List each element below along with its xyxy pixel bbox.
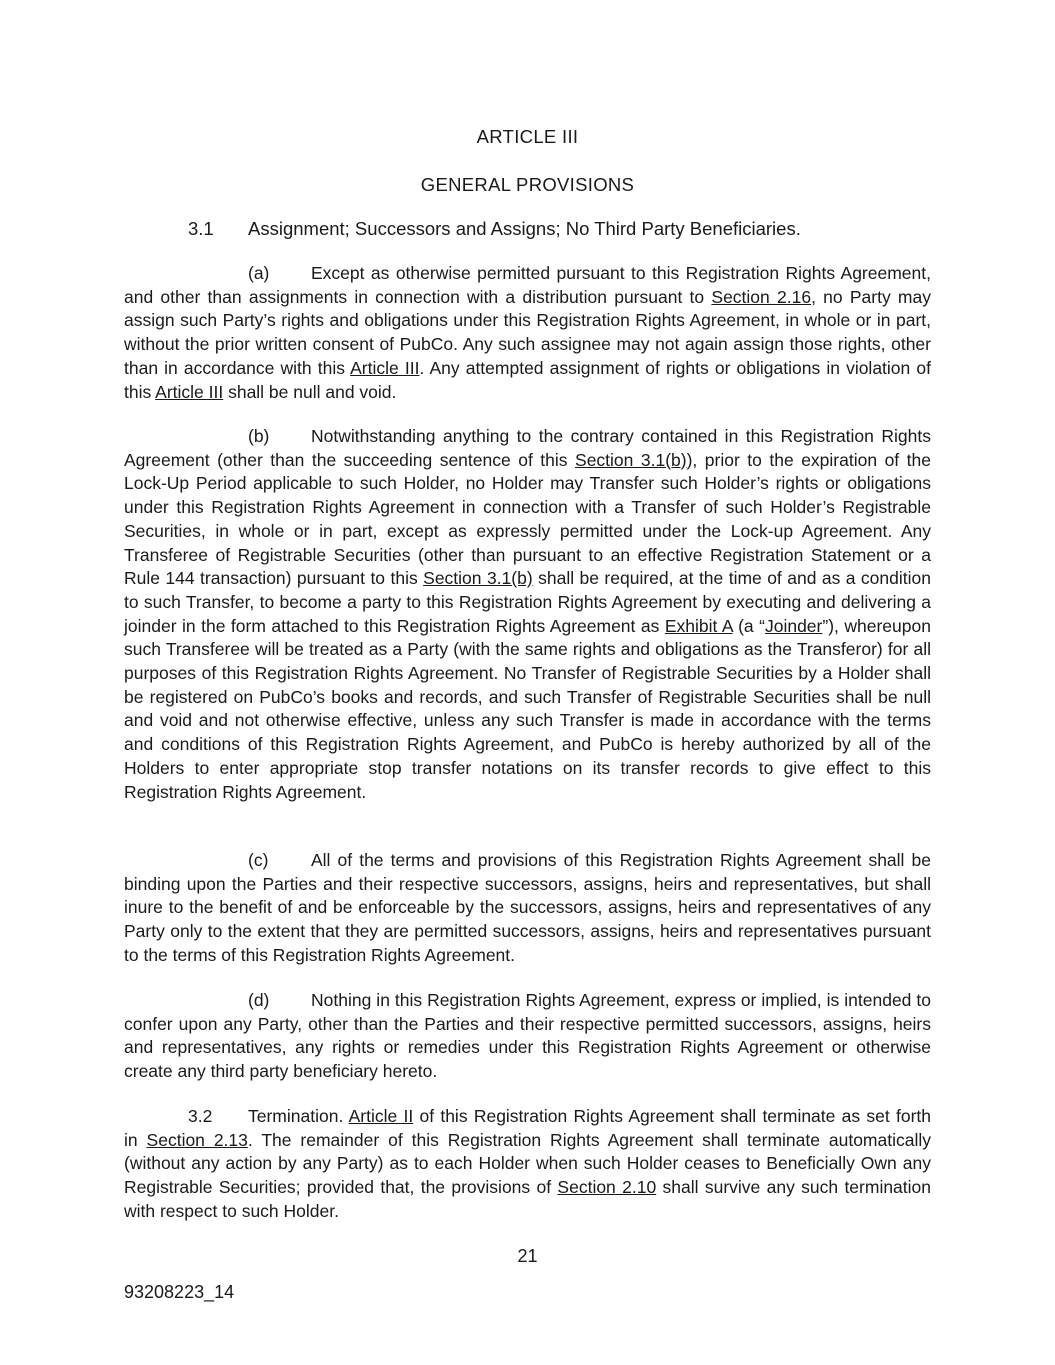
paragraph-b-text-5: ”), whereupon such Transferee will be treated as a Party (with the same rights and obligations as the Transferor) for all purposes of this Registration Rights Agreement. No Transfer of Registrable Securities by a Holder shall be registered on PubCo’s books and records, and such Transfer of Registrable Securities shall be null and void and not otherwise effective, unless any such Transfer is made in accordance with the terms and conditions of this Registration Rights Agreement, and PubCo is hereby authorized by all of the Holders to enter appropriate stop transfer notations on its transfer records to give effect to this Registration Rights Agreement. xyxy=(124,615,931,802)
section-3-2-text-3: shall survive any such termination with respect to such Holder. xyxy=(124,1177,932,1221)
article-iii-reference: Article III xyxy=(155,381,224,402)
section-3-2 xyxy=(124,1105,931,1224)
paragraph-c-label: (c) xyxy=(248,850,269,870)
paragraph-a-text-4: shall be null and void. xyxy=(223,381,397,402)
section-3-2-title: Termination. xyxy=(248,1106,344,1126)
paragraph-a xyxy=(124,262,931,404)
paragraph-b-text-4: (a “ xyxy=(732,615,765,636)
section-3-1-b-reference: Section 3.1(b) xyxy=(423,568,533,589)
section-3-1-b-reference: Section 3.1(b) xyxy=(575,449,687,470)
paragraph-a-text-1: Except as otherwise permitted pursuant to this Registration Rights Agreement, and other than assignments in connection with a distribution pursuant to xyxy=(124,263,931,307)
paragraph-b-text-1: Notwithstanding anything to the contrary contained in this Registration Rights Agreement (other than the succeeding sentence of this xyxy=(124,426,931,470)
paragraph-c-text: All of the terms and provisions of this Registration Rights Agreement shall be binding upon the Parties and their respective successors, assigns, heirs and representatives, but shall inure to the benefit of and be enforceable by the successors, assigns, heirs and representatives of any Party only to the extent that they are permitted successors, assigns, heirs and representatives pursuant to the terms of this Registration Rights Agreement. xyxy=(124,850,931,965)
paragraph-d xyxy=(124,989,931,1084)
exhibit-a-reference: Exhibit A xyxy=(664,615,733,636)
section-3-2-text-1: of this Registration Rights Agreement shall terminate as set forth in xyxy=(124,1106,931,1150)
paragraph-a-label: (a) xyxy=(248,263,270,283)
paragraph-b-text-2: ), prior to the expiration of the Lock-Up Period applicable to such Holder, no Holder may Transfer such Holder’s rights or obligations under this Registration Rights Agreement in connection with a Transfer of such Holder’s Registrable Securities, in whole or in part, except as expressly permitted under the Lock-up Agreement. Any Transferee of Registrable Securities (other than pursuant to an effective Registration Statement or a Rule 144 transaction) pursuant to this xyxy=(124,449,931,589)
article-title: GENERAL PROVISIONS xyxy=(420,174,635,195)
paragraph-b xyxy=(124,425,931,804)
paragraph-a-text-3: . Any attempted assignment of rights or obligations in violation of this xyxy=(124,357,931,402)
section-3-1-title: Assignment; Successors and Assigns; No Third Party Beneficiaries. xyxy=(248,218,801,239)
section-3-2-number: 3.2 xyxy=(188,1106,213,1126)
paragraph-d-text: Nothing in this Registration Rights Agreement, express or implied, is intended to confer upon any Party, other than the Parties and their respective permitted successors, assigns, heirs and representatives, any rights or remedies under this Registration Rights Agreement or otherwise create any third party beneficiary hereto. xyxy=(124,990,931,1082)
paragraph-b-text-3: shall be required, at the time of and as a condition to such Transfer, to become a party to this Registration Rights Agreement by executing and delivering a joinder in the form attached to this Registration Rights Agreement as xyxy=(124,568,931,636)
paragraph-a-text-2: , no Party may assign such Party’s rights and obligations under this Registration Rights Agreement, in whole or in part, without the prior written consent of PubCo. Any such assignee may not again assign those rights, other than in accordance with this xyxy=(124,286,931,378)
section-3-2-text-2: . The remainder of this Registration Rights Agreement shall terminate automatically (without any action by any Party) as to each Holder when such Holder ceases to Beneficially Own any Registrable Securities; provided that, the provisions of xyxy=(124,1129,932,1198)
section-2-13-reference: Section 2.13 xyxy=(146,1129,248,1150)
article-ii-reference: Article II xyxy=(348,1106,414,1126)
page-number: 21 xyxy=(517,1246,538,1266)
section-2-10-reference: Section 2.10 xyxy=(557,1177,657,1198)
paragraph-c xyxy=(124,849,931,968)
article-iii-reference: Article III xyxy=(350,357,420,378)
paragraph-b-label: (b) xyxy=(248,426,270,446)
paragraph-d-label: (d) xyxy=(248,990,270,1010)
document-id: 93208223_14 xyxy=(124,1282,235,1302)
section-3-1-heading xyxy=(188,218,801,240)
joinder-term: Joinder xyxy=(764,615,823,636)
article-heading: ARTICLE III xyxy=(476,126,579,147)
section-3-1-number: 3.1 xyxy=(188,218,214,239)
section-2-16-reference: Section 2.16 xyxy=(711,286,812,307)
